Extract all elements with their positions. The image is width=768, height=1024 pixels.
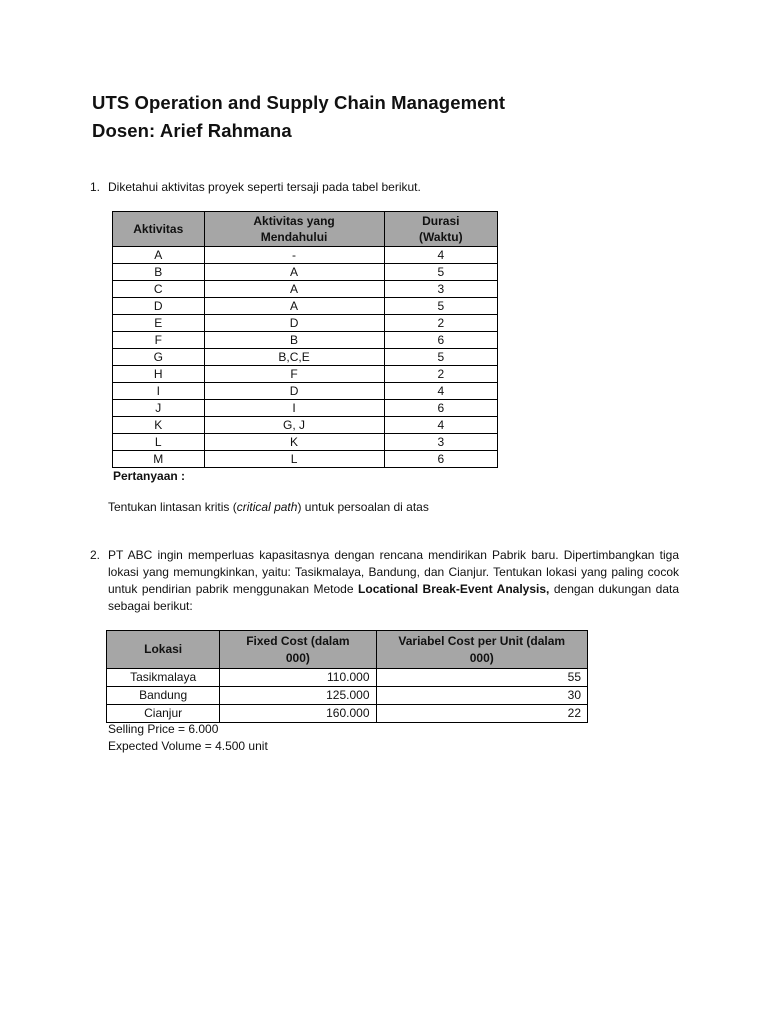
activity-row-cell: B [113, 264, 205, 281]
location-row-cell: 22 [376, 705, 587, 723]
activity-row-cell: A [204, 281, 384, 298]
activity-row-cell: - [204, 247, 384, 264]
question-1-label: Pertanyaan : [113, 469, 186, 483]
activity-row-cell: B,C,E [204, 349, 384, 366]
activity-row-cell: D [204, 383, 384, 400]
q2-text-bold: Locational Break-Event Analysis, [358, 582, 550, 596]
activity-row-cell: J [113, 400, 205, 417]
header-duration-label: Durasi (Waktu) [419, 214, 463, 244]
task-text-after: ) untuk persoalan di atas [297, 500, 429, 514]
activity-row-cell: 5 [384, 264, 497, 281]
activity-row [113, 417, 498, 434]
activity-row-cell: K [204, 434, 384, 451]
q2-text-before: PT ABC ingin memperluas kapasitasnya dengan rencana mendirikan Pabrik baru. Dipertimbangkan tiga lokasi yang memungkinkan, yaitu: Tasikmalaya, Bandung, dan Cianjur. Tentukan lokasi yang paling cocok untuk pendirian pabrik menggunakan Metode [108, 548, 679, 596]
activity-row [113, 383, 498, 400]
question-1-intro: Diketahui aktivitas proyek seperti tersaji pada tabel berikut. [108, 180, 421, 194]
activity-row-cell: A [204, 264, 384, 281]
activity-row-cell: B [204, 332, 384, 349]
activity-row [113, 247, 498, 264]
activity-row [113, 264, 498, 281]
activity-row [113, 349, 498, 366]
q2-text-after: dengan dukungan data sebagai berikut: [108, 582, 680, 613]
location-row-cell: 125.000 [220, 687, 376, 705]
question-2-text [108, 547, 679, 615]
location-row [107, 687, 588, 705]
activity-row-cell: G, J [204, 417, 384, 434]
activity-row-cell: D [204, 315, 384, 332]
header-predecessor-label: Aktivitas yang Mendahului [253, 214, 335, 244]
exam-title: UTS Operation and Supply Chain Management [92, 92, 506, 113]
activity-row [113, 298, 498, 315]
header-predecessor [204, 212, 384, 247]
activity-row-cell: A [113, 247, 205, 264]
question-1-number: 1. [90, 180, 101, 194]
activity-row-cell: A [204, 298, 384, 315]
activity-row-cell: 6 [384, 400, 497, 417]
activity-row-cell: 4 [384, 383, 497, 400]
question-2-number: 2. [90, 548, 101, 562]
header-fixed-cost-label: Fixed Cost (dalam 000) [246, 633, 350, 665]
header-variable-cost [376, 631, 587, 669]
activity-row-cell: G [113, 349, 205, 366]
task-text-before: Tentukan lintasan kritis ( [108, 500, 237, 514]
location-table-body [107, 669, 588, 723]
location-row-cell: 30 [376, 687, 587, 705]
activity-table [112, 211, 498, 468]
lecturer-name: Dosen: Arief Rahmana [92, 120, 292, 141]
activity-table-body [113, 247, 498, 468]
activity-row-cell: 2 [384, 366, 497, 383]
activity-row-cell: 6 [384, 332, 497, 349]
activity-row-cell: M [113, 451, 205, 468]
activity-row-cell: 2 [384, 315, 497, 332]
activity-row-cell: E [113, 315, 205, 332]
location-row-cell: Tasikmalaya [107, 669, 220, 687]
activity-row-cell: D [113, 298, 205, 315]
location-table-header [107, 631, 588, 669]
activity-row-cell: 4 [384, 247, 497, 264]
location-row-cell: 55 [376, 669, 587, 687]
activity-row [113, 315, 498, 332]
location-row-cell: Bandung [107, 687, 220, 705]
activity-row-cell: I [204, 400, 384, 417]
task-text-italic: critical path [236, 500, 298, 514]
header-location: Lokasi [107, 631, 220, 669]
activity-row-cell: H [113, 366, 205, 383]
activity-row-cell: 3 [384, 281, 497, 298]
activity-row-cell: 5 [384, 298, 497, 315]
activity-row [113, 366, 498, 383]
header-variable-cost-label: Variabel Cost per Unit (dalam 000) [398, 633, 566, 665]
activity-row-cell: F [113, 332, 205, 349]
activity-row [113, 451, 498, 468]
location-row [107, 705, 588, 723]
expected-volume: Expected Volume = 4.500 unit [108, 739, 268, 753]
activity-row-cell: L [204, 451, 384, 468]
question-1-task [108, 500, 429, 514]
activity-row [113, 400, 498, 417]
activity-row-cell: C [113, 281, 205, 298]
activity-row-cell: 3 [384, 434, 497, 451]
header-duration [384, 212, 497, 247]
activity-row-cell: I [113, 383, 205, 400]
location-row-cell: 110.000 [220, 669, 376, 687]
location-row-cell: Cianjur [107, 705, 220, 723]
header-fixed-cost [220, 631, 376, 669]
location-cost-table [106, 630, 588, 723]
activity-row-cell: 5 [384, 349, 497, 366]
selling-price: Selling Price = 6.000 [108, 722, 219, 736]
location-row-cell: 160.000 [220, 705, 376, 723]
activity-row [113, 434, 498, 451]
location-row [107, 669, 588, 687]
activity-row-cell: L [113, 434, 205, 451]
activity-table-header [113, 212, 498, 247]
header-activity: Aktivitas [113, 212, 205, 247]
activity-row [113, 281, 498, 298]
activity-row-cell: 4 [384, 417, 497, 434]
activity-row-cell: 6 [384, 451, 497, 468]
activity-row-cell: F [204, 366, 384, 383]
activity-row [113, 332, 498, 349]
activity-row-cell: K [113, 417, 205, 434]
